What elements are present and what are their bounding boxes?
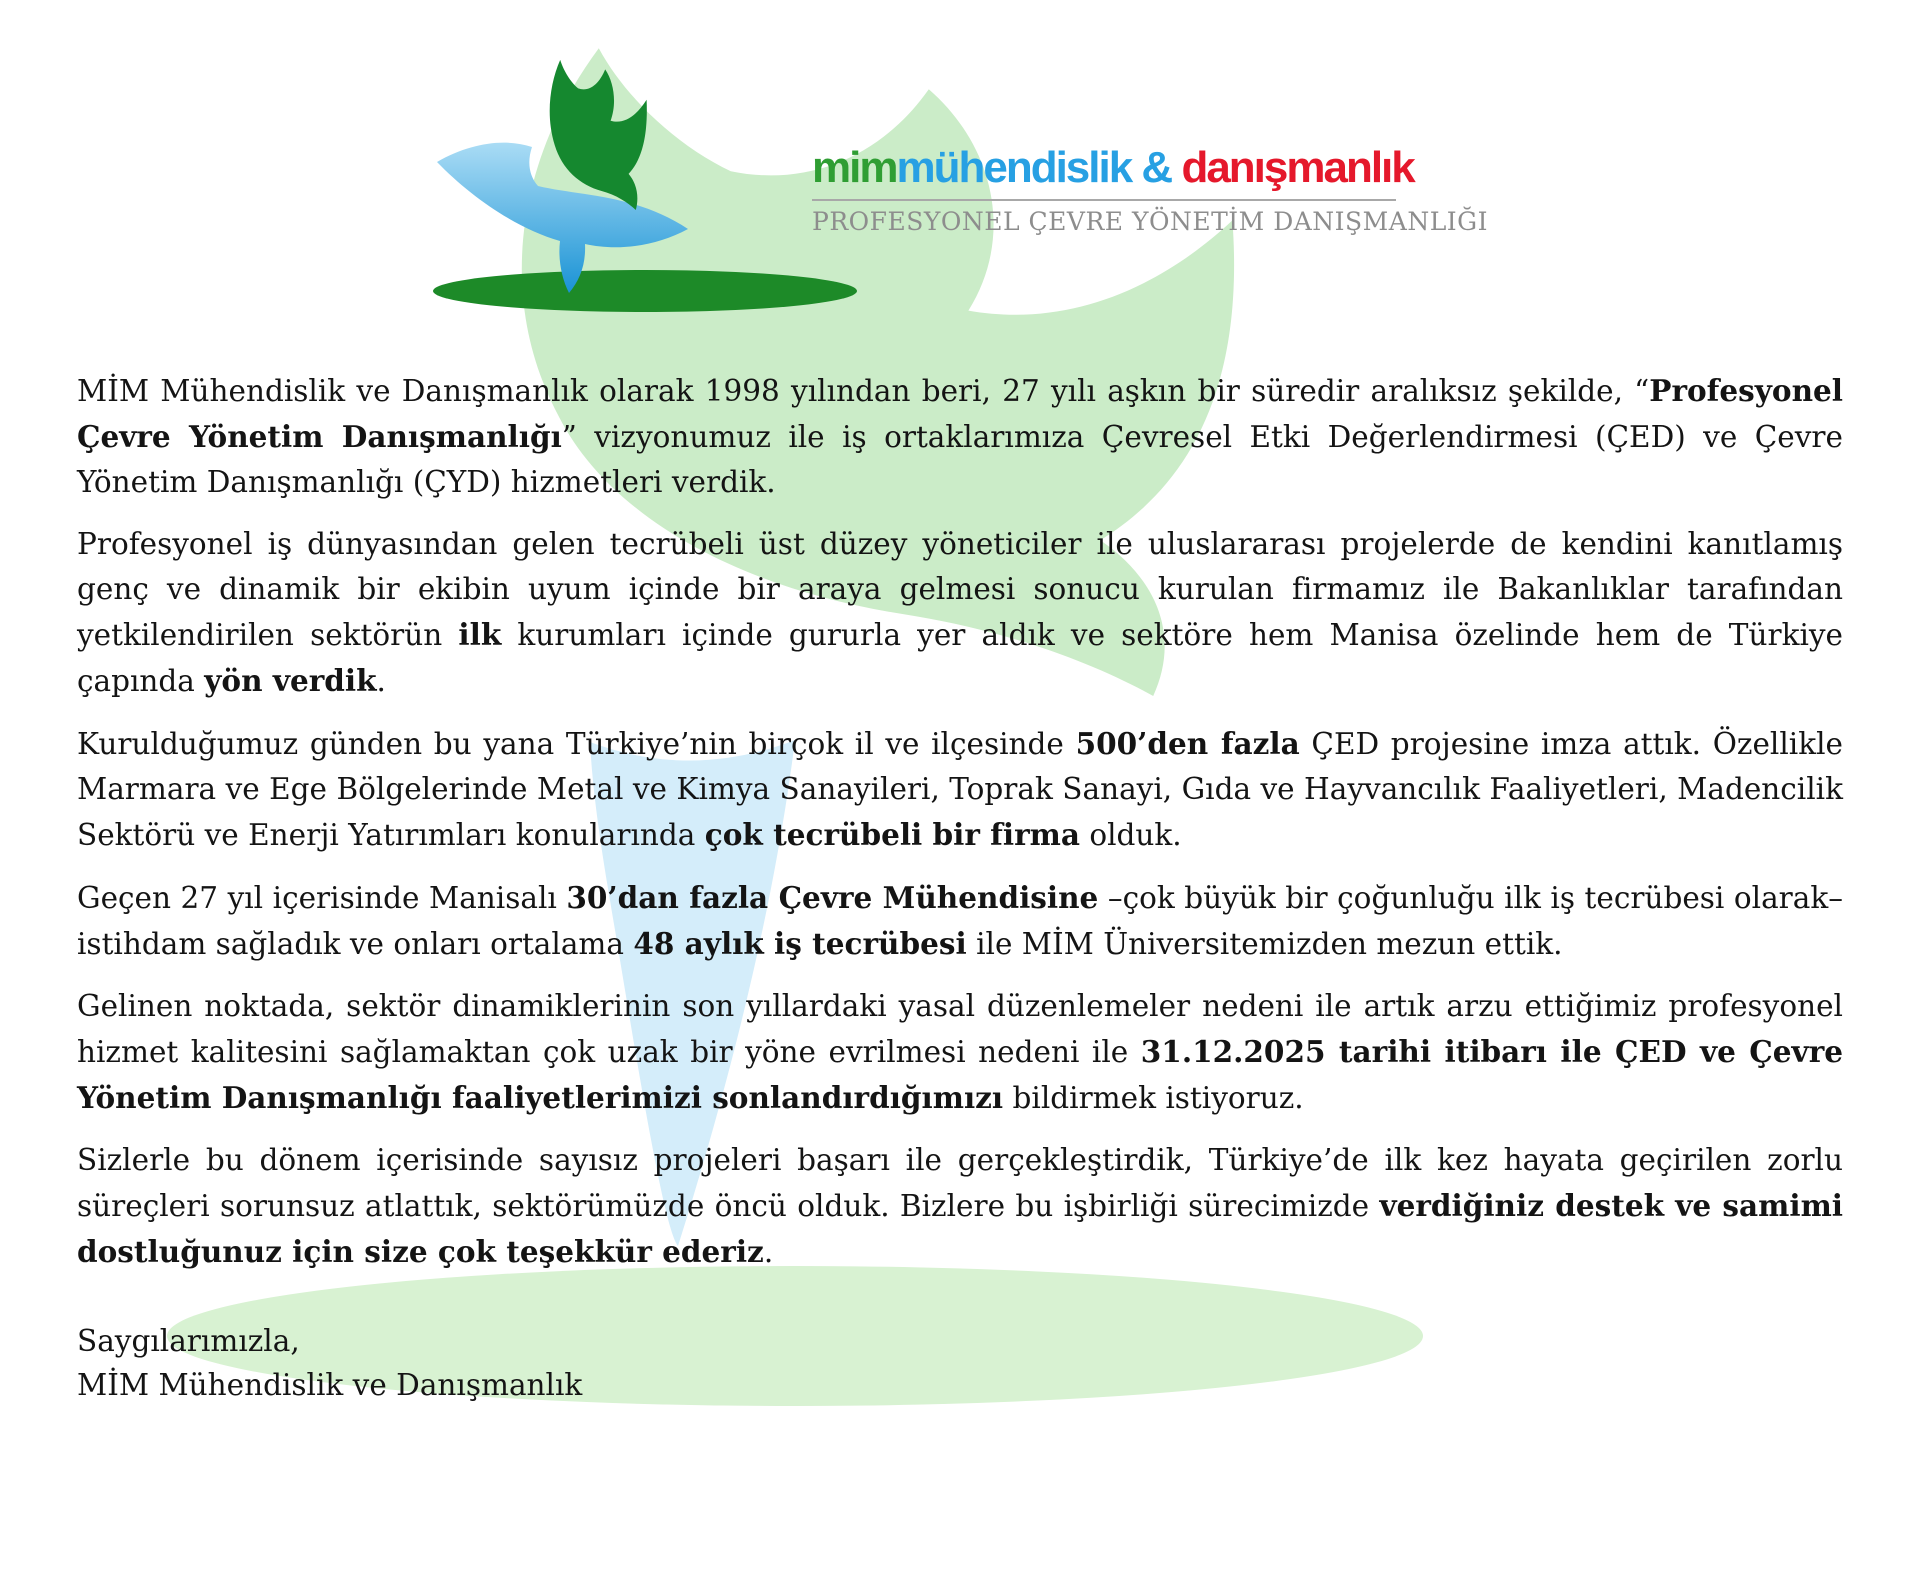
brand-block bbox=[812, 143, 1489, 237]
paragraphs bbox=[77, 368, 1843, 1275]
brand-danismanlik: danışmanlık bbox=[1181, 143, 1414, 192]
ground-ellipse-icon bbox=[433, 270, 857, 312]
letter-body bbox=[77, 368, 1843, 1407]
bird-swoosh-icon bbox=[550, 60, 647, 210]
brand-subtitle: PROFESYONEL ÇEVRE YÖNETİM DANIŞMANLIĞI bbox=[812, 207, 1489, 237]
paragraph: Sizlerle bu dönem içerisinde sayısız projeleri başarı ile gerçekleştirdik, Türkiye’de ilk kez hayata geçirilen zorlu süreçleri sorunsuz atlattık, sektörümüzde öncü olduk. Bizlere bu işbirliği sürecimizde verdiğiniz destek ve samimi dostluğunuz için size çok teşekkür ederiz. bbox=[77, 1143, 1843, 1269]
paragraph: MİM Mühendislik ve Danışmanlık olarak 1998 yılından beri, 27 yılı aşkın bir süredir aralıksız şekilde, “Profesyonel Çevre Yönetim Danışmanlığı” vizyonumuz ile iş ortaklarımıza Çevresel Etki Değerlendirmesi (ÇED) ve Çevre Yönetim Danışmanlığı (ÇYD) hizmetleri verdik. bbox=[77, 373, 1843, 499]
signature: MİM Mühendislik ve Danışmanlık bbox=[77, 1368, 583, 1402]
company-logo bbox=[0, 0, 1920, 330]
paragraph: Gelinen noktada, sektör dinamiklerinin son yıllardaki yasal düzenlemeler nedeni ile artık arzu ettiğimiz profesyonel hizmet kalitesini sağlamaktan çok uzak bir yöne evrilmesi nedeni ile 31.12.2025 tarihi itibarı ile ÇED ve Çevre Yönetim Danışmanlığı faaliyetlerimizi sonlandırdığımızı bildirmek istiyoruz. bbox=[77, 989, 1844, 1115]
brand-ampersand: & bbox=[1131, 143, 1182, 192]
paragraph: Kurulduğumuz günden bu yana Türkiye’nin birçok il ve ilçesinde 500’den fazla ÇED projesine imza attık. Özellikle Marmara ve Ege Bölgelerinde Metal ve Kimya Sanayileri, Toprak Sanayi, Gıda ve Hayvancılık Faaliyetleri, Madencilik Sektörü ve Enerji Yatırımları konularında çok tecrübeli bir firma olduk. bbox=[77, 726, 1843, 852]
brand-muhendislik: mühendislik bbox=[896, 143, 1132, 192]
brand-name bbox=[812, 143, 1414, 192]
paragraph: Geçen 27 yıl içerisinde Manisalı 30’dan fazla Çevre Mühendisine –çok büyük bir çoğunluğu ilk iş tecrübesi olarak– istihdam sağladık ve onları ortalama 48 aylık iş tecrübesi ile MİM Üniversitemizden mezun ettik. bbox=[77, 880, 1843, 961]
salutation: Saygılarımızla, bbox=[77, 1324, 300, 1358]
brand-mim: mim bbox=[812, 143, 897, 192]
paragraph: Profesyonel iş dünyasından gelen tecrübeli üst düzey yöneticiler ile uluslararası projelerde de kendini kanıtlamış genç ve dinamik bir ekibin uyum içinde bir araya gelmesi sonucu kurulan firmamız ile Bakanlıklar tarafından yetkilendirilen sektörün ilk kurumları içinde gururla yer aldık ve sektöre hem Manisa özelinde hem de Türkiye çapında yön verdik. bbox=[77, 527, 1843, 698]
brand-divider bbox=[812, 199, 1396, 201]
closing-block bbox=[77, 1319, 1843, 1407]
